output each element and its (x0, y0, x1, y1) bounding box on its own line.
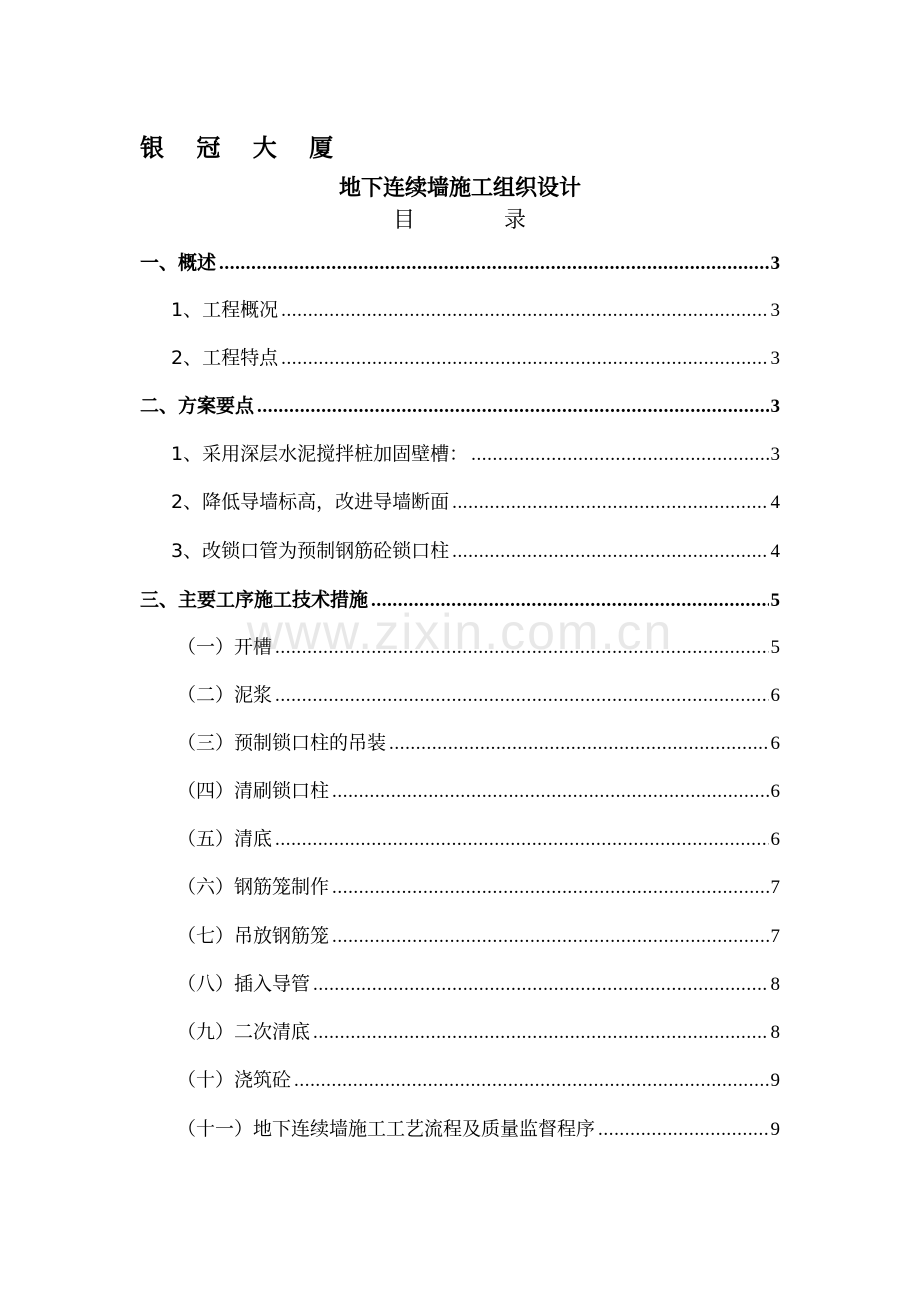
toc-entry-label: 1、工程概况 (171, 299, 279, 321)
toc-leader-dots (219, 248, 768, 280)
toc-entry[interactable] (177, 871, 780, 903)
toc-leader-dots (294, 1065, 768, 1097)
toc-entry-label: （九）二次清底 (177, 1021, 311, 1043)
toc-leader-dots (281, 343, 768, 375)
toc-leader-dots (313, 969, 768, 1001)
toc-leader-dots (275, 824, 768, 856)
toc-entry[interactable] (171, 486, 780, 518)
toc-entry[interactable] (177, 1064, 780, 1096)
toc-entry-label: （六）钢筋笼制作 (177, 876, 330, 898)
toc-leader-dots (471, 439, 768, 471)
toc-entry-label: （十一）地下连续墙施工工艺流程及质量监督程序 (177, 1118, 596, 1140)
toc-entry-label: （二）泥浆 (177, 684, 273, 706)
toc-entry-page: 3 (770, 396, 780, 417)
toc-entry-page: 3 (770, 444, 780, 465)
toc-entry-page: 6 (770, 781, 780, 802)
toc-entry-label: 三、主要工序施工技术措施 (140, 589, 369, 611)
toc-entry[interactable] (177, 1016, 780, 1048)
toc-entry[interactable] (177, 823, 780, 855)
toc-entry-label: （七）吊放钢筋笼 (177, 925, 330, 947)
toc-entry[interactable] (177, 727, 780, 759)
toc-entry-label: （一）开槽 (177, 636, 273, 658)
toc-entry-page: 7 (770, 926, 780, 947)
toc-entry-label: 1、采用深层水泥搅拌桩加固壁槽： (171, 443, 469, 465)
toc-entry-label: （十）浇筑砼 (177, 1069, 292, 1091)
watermark: www.zixin.com.cn (246, 604, 674, 660)
toc-entry-label: 2、降低导墙标高，改进导墙断面 (171, 491, 450, 513)
toc-entry[interactable] (177, 1113, 780, 1145)
toc-entry-page: 4 (770, 492, 780, 513)
toc-entry-label: 3、改锁口管为预制钢筋砼锁口柱 (171, 540, 450, 562)
toc-leader-dots (281, 295, 768, 327)
toc-entry-page: 5 (770, 637, 780, 658)
toc-entry[interactable] (177, 679, 780, 711)
toc-entry-label: （五）清底 (177, 828, 273, 850)
toc-leader-dots (332, 921, 768, 953)
toc-entry[interactable] (140, 390, 780, 422)
toc-entry[interactable] (171, 535, 780, 567)
toc-entry-label: （八）插入导管 (177, 973, 311, 995)
toc-entry[interactable] (177, 775, 780, 807)
building-name: 银 冠 大 厦 (140, 134, 346, 162)
toc-leader-dots (598, 1114, 768, 1146)
toc-leader-dots (452, 536, 768, 568)
toc-leader-dots (313, 1017, 768, 1049)
toc-leader-dots (275, 680, 768, 712)
document-title: 地下连续墙施工组织设计 (338, 176, 581, 201)
toc-heading-right: 录 (504, 208, 527, 233)
toc-entry[interactable] (177, 631, 780, 663)
toc-heading-left: 目 (393, 208, 416, 233)
toc-leader-dots (257, 391, 768, 423)
toc-entry-page: 3 (770, 253, 780, 274)
toc-entry-label: （三）预制锁口柱的吊装 (177, 732, 387, 754)
toc-entry[interactable] (140, 584, 780, 616)
toc-entry-page: 6 (770, 685, 780, 706)
toc-entry[interactable] (171, 294, 780, 326)
toc-entry-page: 7 (770, 877, 780, 898)
toc-entry-label: 一、概述 (140, 252, 217, 274)
toc-leader-dots (332, 872, 768, 904)
toc-entry-page: 9 (770, 1070, 780, 1091)
toc-leader-dots (275, 632, 768, 664)
toc-entry[interactable] (140, 247, 780, 279)
toc-entry-page: 8 (770, 1022, 780, 1043)
toc-leader-dots (332, 776, 768, 808)
toc-entry[interactable] (171, 342, 780, 374)
toc-entry[interactable] (171, 438, 780, 470)
toc-entry-page: 4 (770, 541, 780, 562)
toc-entry-page: 6 (770, 733, 780, 754)
toc-leader-dots (452, 487, 768, 519)
toc-entry-page: 9 (770, 1119, 780, 1140)
toc-entry-page: 8 (770, 974, 780, 995)
toc-entry-label: 2、工程特点 (171, 347, 279, 369)
toc-entry-page: 5 (770, 590, 780, 611)
toc-entry-page: 3 (770, 300, 780, 321)
toc-entry-page: 6 (770, 829, 780, 850)
toc-entry[interactable] (177, 920, 780, 952)
toc-leader-dots (371, 585, 768, 617)
toc-entry-label: 二、方案要点 (140, 395, 255, 417)
toc-entry-page: 3 (770, 348, 780, 369)
toc-leader-dots (389, 728, 768, 760)
toc-entry-label: （四）清刷锁口柱 (177, 780, 330, 802)
toc-entry[interactable] (177, 968, 780, 1000)
